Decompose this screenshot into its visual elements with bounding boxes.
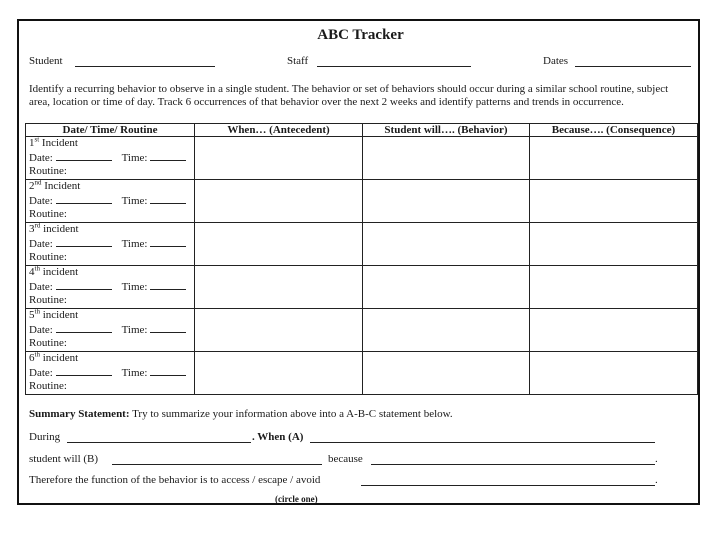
student-will-label: student will (B) — [29, 453, 99, 465]
summary-instruction: Try to summarize your information above into a A-B-C statement below. — [129, 408, 453, 420]
column-header-date-time-routine: Date/ Time/ Routine — [26, 124, 195, 137]
date-field[interactable] — [56, 237, 112, 247]
date-label: Date: — [29, 237, 53, 250]
date-field[interactable] — [56, 194, 112, 204]
antecedent-cell[interactable] — [195, 223, 363, 266]
incident-ordinal: rd — [34, 221, 41, 230]
incident-word: Incident — [41, 137, 78, 149]
antecedent-cell[interactable] — [195, 137, 363, 180]
antecedent-cell[interactable] — [195, 309, 363, 352]
incident-title — [29, 223, 194, 237]
time-field[interactable] — [150, 151, 186, 161]
consequence-field[interactable] — [371, 464, 655, 465]
staff-label: Staff — [287, 55, 309, 67]
incident-number: 6 — [29, 352, 35, 364]
time-field[interactable] — [150, 366, 186, 376]
antecedent-cell[interactable] — [195, 266, 363, 309]
time-field[interactable] — [150, 323, 186, 333]
summary-heading: Summary Statement: — [29, 408, 130, 420]
incident-routine-line — [29, 208, 194, 222]
student-label: Student — [29, 55, 63, 67]
incident-title — [29, 266, 194, 280]
time-label: Time: — [121, 237, 148, 250]
incident-title — [29, 309, 194, 323]
incident-date-time-line — [29, 151, 194, 166]
incident-routine-line — [29, 294, 194, 308]
because-period: . — [655, 453, 658, 465]
behavior-cell[interactable] — [363, 352, 530, 395]
incident-ordinal: th — [34, 350, 40, 359]
time-label: Time: — [121, 280, 148, 293]
consequence-cell[interactable] — [530, 137, 698, 180]
behavior-cell[interactable] — [363, 180, 530, 223]
table-row — [26, 180, 698, 223]
incident-ordinal: th — [34, 307, 40, 316]
column-header-behavior: Student will…. (Behavior) — [363, 124, 530, 137]
incident-word: incident — [42, 266, 79, 278]
incident-word: Incident — [44, 180, 81, 192]
column-header-antecedent: When… (Antecedent) — [195, 124, 363, 137]
incident-routine-line — [29, 380, 194, 394]
time-label: Time: — [121, 151, 148, 164]
incident-routine-line — [29, 337, 194, 351]
staff-field[interactable] — [317, 66, 471, 67]
incident-number: 1 — [29, 137, 35, 149]
antecedent-field[interactable] — [310, 442, 655, 443]
circle-one-note: (circle one) — [275, 494, 318, 504]
time-field[interactable] — [150, 237, 186, 247]
incident-cell — [26, 352, 195, 395]
behavior-cell[interactable] — [363, 137, 530, 180]
incident-title — [29, 180, 194, 194]
incident-word: incident — [42, 352, 79, 364]
because-label: because — [328, 453, 363, 465]
incident-title — [29, 352, 194, 366]
behavior-cell[interactable] — [363, 309, 530, 352]
incident-date-time-line — [29, 194, 194, 209]
table-row — [26, 137, 698, 180]
time-field[interactable] — [150, 280, 186, 290]
incident-word: incident — [42, 309, 79, 321]
routine-label: Routine: — [29, 337, 67, 349]
consequence-cell[interactable] — [530, 266, 698, 309]
routine-label: Routine: — [29, 165, 67, 177]
incident-cell — [26, 137, 195, 180]
incident-date-time-line — [29, 280, 194, 295]
table-row — [26, 223, 698, 266]
date-field[interactable] — [56, 280, 112, 290]
consequence-cell[interactable] — [530, 352, 698, 395]
dates-field[interactable] — [575, 66, 691, 67]
incident-cell — [26, 180, 195, 223]
table-row — [26, 352, 698, 395]
incident-title — [29, 137, 194, 151]
time-label: Time: — [121, 366, 148, 379]
incident-number: 2 — [29, 180, 35, 192]
when-label: . When (A) — [252, 431, 304, 443]
routine-label: Routine: — [29, 251, 67, 263]
date-field[interactable] — [56, 151, 112, 161]
table-row — [26, 309, 698, 352]
incident-date-time-line — [29, 366, 194, 381]
date-field[interactable] — [56, 366, 112, 376]
date-label: Date: — [29, 366, 53, 379]
table-row — [26, 266, 698, 309]
therefore-period: . — [655, 474, 658, 486]
consequence-cell[interactable] — [530, 180, 698, 223]
routine-label: Routine: — [29, 294, 67, 306]
time-label: Time: — [121, 323, 148, 336]
date-label: Date: — [29, 194, 53, 207]
antecedent-cell[interactable] — [195, 352, 363, 395]
incident-ordinal: st — [34, 135, 40, 144]
abc-table — [25, 123, 698, 395]
incident-date-time-line — [29, 237, 194, 252]
incident-ordinal: th — [34, 264, 40, 273]
behavior-cell[interactable] — [363, 266, 530, 309]
page-title: ABC Tracker — [317, 27, 404, 43]
behavior-cell[interactable] — [363, 223, 530, 266]
incident-ordinal: nd — [34, 178, 42, 187]
incident-routine-line — [29, 165, 194, 179]
column-header-consequence: Because…. (Consequence) — [530, 124, 698, 137]
during-label: During — [29, 431, 61, 443]
dates-label: Dates — [543, 55, 569, 67]
incident-date-time-line — [29, 323, 194, 338]
during-field[interactable] — [67, 442, 251, 443]
incident-word: incident — [43, 223, 79, 235]
consequence-cell[interactable] — [530, 223, 698, 266]
time-label: Time: — [121, 194, 148, 207]
routine-label: Routine: — [29, 208, 67, 220]
incident-number: 3 — [29, 223, 35, 235]
behavior-field[interactable] — [112, 464, 322, 465]
incident-cell — [26, 309, 195, 352]
date-field[interactable] — [56, 323, 112, 333]
time-field[interactable] — [150, 194, 186, 204]
antecedent-cell[interactable] — [195, 180, 363, 223]
function-field[interactable] — [361, 485, 655, 486]
incident-number: 4 — [29, 266, 35, 278]
incident-cell — [26, 266, 195, 309]
summary-statement — [29, 408, 453, 420]
instructions-text: Identify a recurring behavior to observe in a single student. The behavior or set of behaviors should occur during a similar school routine, subject area, location or time of day. Track 6 occurrences of that behavior over the next 2 weeks and identify patterns and trends in occurrence. — [29, 83, 669, 108]
date-label: Date: — [29, 323, 53, 336]
consequence-cell[interactable] — [530, 309, 698, 352]
incident-cell — [26, 223, 195, 266]
date-label: Date: — [29, 151, 53, 164]
table-header-row — [26, 124, 698, 137]
incident-number: 5 — [29, 309, 35, 321]
worksheet-frame — [17, 19, 700, 505]
therefore-label: Therefore the function of the behavior is to access / escape / avoid — [29, 474, 321, 486]
routine-label: Routine: — [29, 380, 67, 392]
incident-routine-line — [29, 251, 194, 265]
student-field[interactable] — [75, 66, 215, 67]
date-label: Date: — [29, 280, 53, 293]
